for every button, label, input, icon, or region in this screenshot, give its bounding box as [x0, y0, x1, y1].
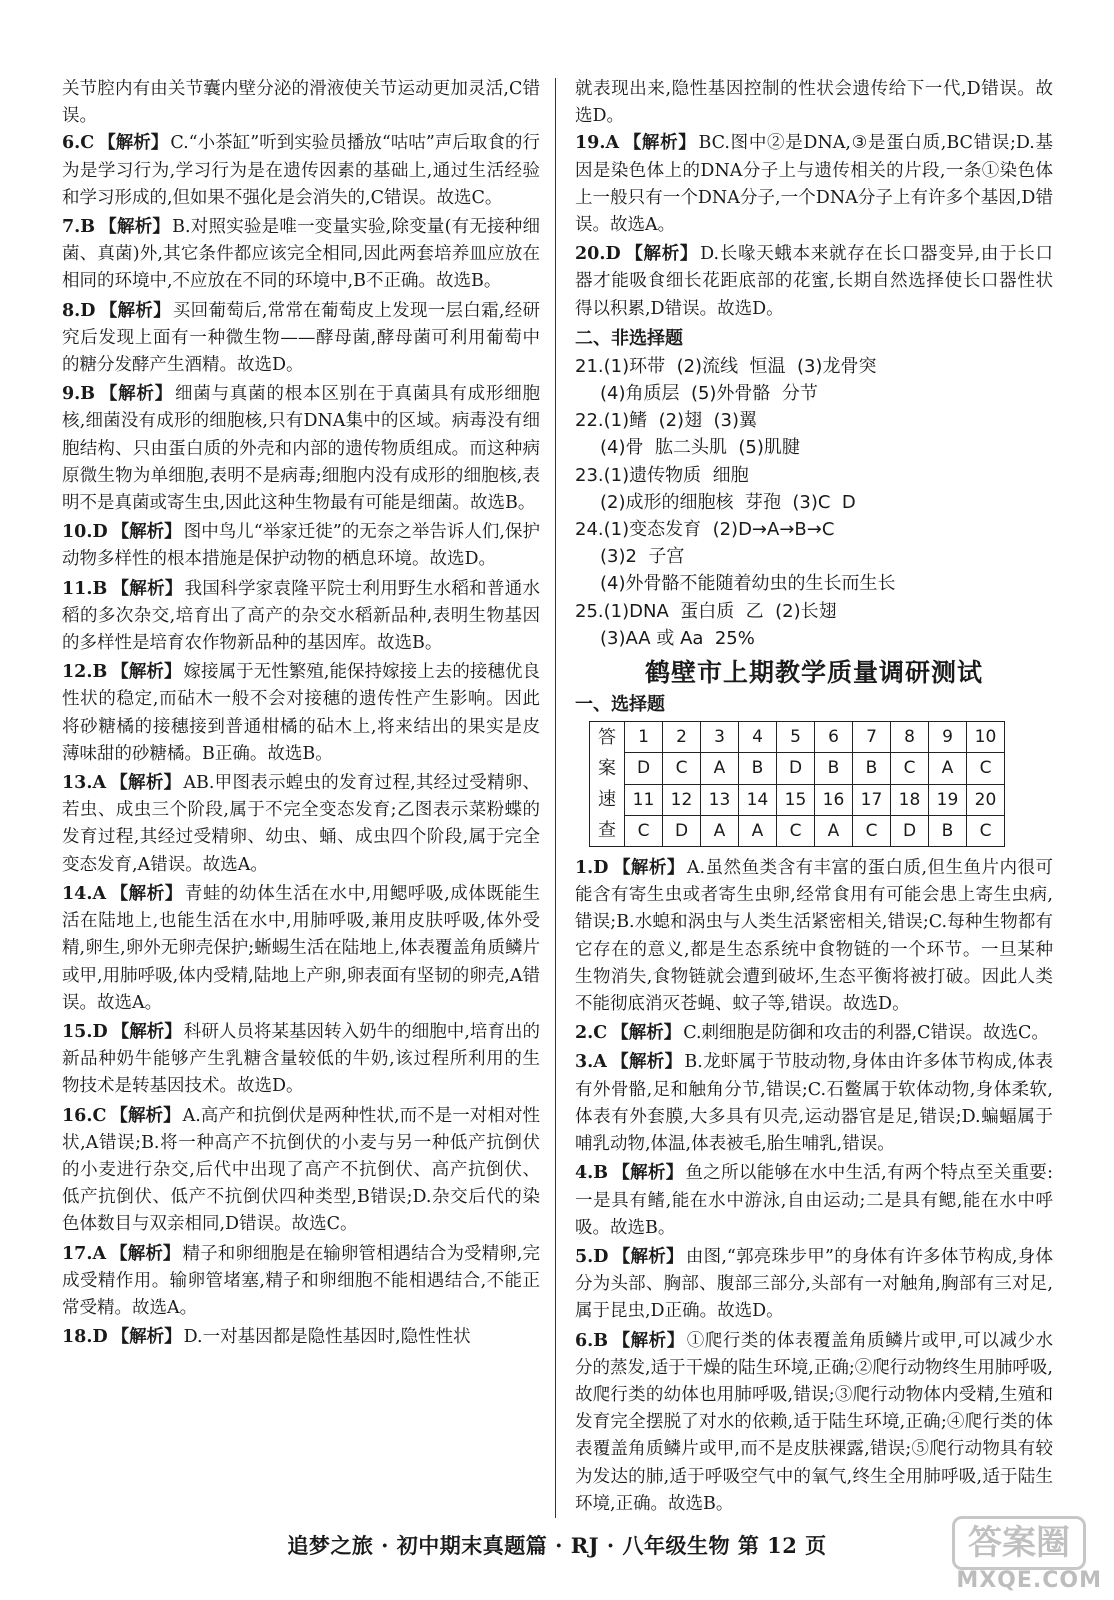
- nonchoice-answers: [575, 353, 1053, 652]
- answer-item: [575, 241, 1053, 323]
- answer-line: (3)AA 或 Aa 25%: [600, 627, 755, 649]
- quick-table-header: [590, 722, 625, 847]
- analysis-tag: 【解析】: [111, 522, 182, 543]
- answer-line: (3)2 子宫: [600, 546, 685, 568]
- analysis-tag: 【解析】: [110, 883, 183, 904]
- analysis-tag: 【解析】: [110, 1105, 181, 1126]
- answer-item: [62, 214, 540, 296]
- answer-item: [62, 130, 540, 212]
- analysis-text: 鱼之所以能够在水中生活,有两个特点至关重要:一是具有鳍,能在水中游泳,自由运动;二是具有鳃,能在水中呼吸。故选B。: [575, 1163, 1053, 1238]
- analysis-tag: 【解析】: [612, 858, 685, 879]
- answer-item: [62, 576, 540, 658]
- answer-item: [62, 881, 540, 1017]
- question-number-cell: 19: [929, 784, 967, 815]
- question-number-cell: 7: [853, 722, 891, 753]
- answer-item: [62, 1019, 540, 1101]
- answer-number: 18.D: [62, 1327, 108, 1348]
- analysis-text: A.虽然鱼类含有丰富的蛋白质,但生鱼片内很可能含有寄生虫或者寄生虫卵,经常食用有可能会患上寄生虫病,错误;B.水螅和涡虫与人类生活紧密相关,错误;C.每种生物都有它存在的意义,都是生态系统中食物链的一个环节。一旦某种生物消失,食物链就会遭到破坏,生态平衡将被打破。因此人类不能彻底消灭苍蝇、蚊子等,错误。故选D。: [575, 858, 1054, 1015]
- answer-cell: C: [777, 815, 815, 846]
- left-column: [62, 76, 540, 1353]
- right-column: [575, 76, 1053, 1520]
- answer-line: (4)外骨骼不能随着幼虫的生长而生长: [600, 573, 896, 595]
- analysis-text: D.长喙天蛾本来就存在长口器变异,由于长口器才能吸食细长花距底部的花蜜,长期自然选择使长口器性状得以积累,D错误。故选D。: [575, 244, 1054, 319]
- question-number-cell: 13: [701, 784, 739, 815]
- answer-cell: A: [701, 753, 739, 784]
- analysis-text: ①爬行类的体表覆盖角质鳞片或甲,可以减少水分的蒸发,适于干燥的陆生环境,正确;②爬行动物终生用肺呼吸,故爬行类的幼体也用肺呼吸,错误;③爬行动物体内受精,生殖和发育完全摆脱了对水的依赖,适于陆生环境,正确;④爬行类的体表覆盖角质鳞片或甲,而不是皮肤裸露,错误;⑤爬行动物具有较为发达的肺,适于呼吸空气中的氧气,终生全用肺呼吸,适于陆生环境,正确。故选B。: [575, 1330, 1054, 1514]
- analysis-tag: 【解析】: [98, 133, 169, 154]
- answer-item: [575, 1244, 1053, 1326]
- answer-item: [62, 770, 540, 879]
- analysis-tag: 【解析】: [99, 384, 174, 405]
- answer-number: 5.D: [575, 1246, 609, 1267]
- answer-cell: B: [739, 753, 777, 784]
- analysis-text: B.对照实验是唯一变量实验,除变量(有无接种细菌、真菌)外,其它条件都应该完全相同,因此两套培养皿应放在相同的环境中,不应放在不同的环境中,B不正确。故选B。: [62, 217, 541, 292]
- answer-line: 21.(1)环带 (2)流线 恒温 (3)龙骨突: [575, 355, 877, 377]
- analysis-text: 嫁接属于无性繁殖,能保持嫁接上去的接穗优良性状的稳定,而砧木一般不会对接穗的遗传性产生影响。因此将砂糖橘的接穗接到普通柑橘的砧木上,将来结出的果实是皮薄味甜的砂糖橘。B正确。故选B。: [62, 662, 541, 764]
- answer-number: 8.D: [62, 300, 96, 321]
- analysis-tag: 【解析】: [110, 773, 182, 794]
- answer-item: [575, 855, 1053, 1018]
- continuation-text: 就表现出来,隐性基因控制的性状会遗传给下一代,D错误。故选D。: [575, 79, 1053, 127]
- quick-table-row: [590, 753, 1005, 784]
- question-number-cell: 14: [739, 784, 777, 815]
- analysis-text: 科研人员将某基因转入奶牛的细胞中,培育出的新品种奶牛能够产生乳糖含量较低的牛奶,该过程所利用的生物技术是转基因技术。故选D。: [62, 1021, 541, 1097]
- analysis-tag: 【解析】: [99, 300, 171, 321]
- question-number-cell: 2: [663, 722, 701, 753]
- question-number-cell: 5: [777, 722, 815, 753]
- analysis-tag: 【解析】: [612, 1330, 685, 1351]
- answer-number: 2.C: [575, 1023, 608, 1044]
- question-number-cell: 6: [815, 722, 853, 753]
- answer-number: 9.B: [62, 384, 96, 405]
- answer-number: 6.B: [575, 1330, 609, 1351]
- answer-cell: D: [625, 753, 663, 784]
- analysis-text: 图中鸟儿“举家迁徙”的无奈之举告诉人们,保护动物多样性的根本措施是保护动物的栖息环境。故选D。: [62, 522, 540, 570]
- answer-number: 17.A: [62, 1243, 107, 1264]
- question-number-cell: 10: [967, 722, 1005, 753]
- answer-number: 1.D: [575, 858, 609, 879]
- answer-number: 13.A: [62, 773, 107, 794]
- answer-number: 3.A: [575, 1052, 607, 1073]
- analysis-tag: 【解析】: [612, 1246, 684, 1267]
- answer-item: [62, 519, 540, 573]
- answer-item: [62, 659, 540, 768]
- analysis-text: 青蛙的幼体生活在水中,用鳃呼吸,成体既能生活在陆地上,也能生活在水中,用肺呼吸,兼用皮肤呼吸,体外受精,卵生,卵外无卵壳保护;蜥蜴生活在陆地上,体表覆盖角质鳞片或甲,用肺呼吸,体内受精,陆地上产卵,卵表面有坚韧的卵壳,A错误。故选A。: [62, 883, 541, 1013]
- left-answer-list: [62, 130, 540, 1351]
- question-number-cell: 16: [815, 784, 853, 815]
- answer-line: 23.(1)遗传物质 细胞: [575, 464, 749, 486]
- answer-number: 19.A: [575, 133, 620, 154]
- analysis-text: 精子和卵细胞是在输卵管相遇结合为受精卵,完成受精作用。输卵管堵塞,精子和卵细胞不能相遇结合,不能正常受精。故选A。: [62, 1243, 541, 1318]
- answer-line: (4)骨 肱二头肌 (5)肌腱: [600, 437, 800, 459]
- analysis-tag: 【解析】: [612, 1163, 684, 1184]
- analysis-tag: 【解析】: [111, 1327, 182, 1348]
- right-answer-list: [575, 130, 1053, 322]
- answer-cell: B: [929, 815, 967, 846]
- exam-title: 鹤壁市上期教学质量调研测试: [644, 658, 983, 688]
- answer-item: [575, 1049, 1053, 1158]
- section-title-choice: 一、选择题: [575, 694, 665, 716]
- question-number-cell: 12: [663, 784, 701, 815]
- answer-number: 20.D: [575, 244, 621, 265]
- analysis-text: A.高产和抗倒伏是两种性状,而不是一对相对性状,A错误;B.将一种高产不抗倒伏的小麦与另一种低产抗倒伏的小麦进行杂交,后代中出现了高产不抗倒伏、高产抗倒伏、低产抗倒伏、低产不抗倒伏四种类型,B错误;D.杂交后代的染色体数目与双亲相同,D错误。故选C。: [62, 1105, 541, 1235]
- answer-line: (4)角质层 (5)外骨骼 分节: [600, 383, 818, 405]
- analysis-text: 我国科学家袁隆平院士利用野生水稻和普通水稻的多次杂交,培育出了高产的杂交水稻新品种,表明生物基因的多样性是培育农作物新品种的基因库。故选B。: [62, 578, 540, 654]
- analysis-text: 买回葡萄后,常常在葡萄皮上发现一层白霜,经研究后发现上面有一种微生物——酵母菌,酵母菌可利用葡萄中的糖分发酵产生酒精。故选D。: [62, 300, 541, 376]
- answer-cell: C: [663, 753, 701, 784]
- answer-line: 25.(1)DNA 蛋白质 乙 (2)长翅: [575, 600, 837, 622]
- analysis-text: 由图,“郭亮珠步甲”的身体有许多体节构成,身体分为头部、胸部、腹部三部分,头部有一对触角,胸部有三对足,属于昆虫,D正确。故选D。: [575, 1246, 1053, 1322]
- analysis-tag: 【解析】: [111, 1021, 182, 1042]
- answer-item: [62, 1324, 540, 1351]
- answer-cell: D: [891, 815, 929, 846]
- answer-item: [575, 1160, 1053, 1242]
- answer-item: [62, 381, 540, 517]
- answer-cell: C: [853, 815, 891, 846]
- question-number-cell: 4: [739, 722, 777, 753]
- answer-cell: B: [853, 753, 891, 784]
- quick-table-row: [590, 722, 1005, 753]
- analysis-text: D.一对基因都是隐性基因时,隐性性状: [183, 1327, 471, 1348]
- answer-cell: C: [625, 815, 663, 846]
- answer-item: [575, 130, 1053, 239]
- answer-cell: B: [815, 753, 853, 784]
- question-number-cell: 1: [625, 722, 663, 753]
- answer-cell: D: [777, 753, 815, 784]
- answer-cell: C: [967, 815, 1005, 846]
- analysis-text: AB.甲图表示蝗虫的发育过程,其经过受精卵、若虫、成虫三个阶段,属于不完全变态发育;乙图表示菜粉蝶的发育过程,其经过受精卵、幼虫、蛹、成虫四个阶段,属于完全变态发育,A错误。故选A。: [62, 773, 541, 875]
- choice-explanations: [575, 855, 1053, 1518]
- analysis-text: C.刺细胞是防御和攻击的利器,C错误。故选C。: [683, 1023, 1049, 1044]
- answer-item: [575, 1020, 1053, 1047]
- answer-cell: D: [663, 815, 701, 846]
- column-divider: [555, 78, 556, 1518]
- question-number-cell: 3: [701, 722, 739, 753]
- quick-table-row: [590, 815, 1005, 846]
- analysis-tag: 【解析】: [110, 1243, 181, 1264]
- answer-item: [62, 1241, 540, 1323]
- answer-item: [62, 298, 540, 380]
- analysis-text: B.龙虾属于节肢动物,身体由许多体节构成,体表有外骨骼,足和触角分节,错误;C.石鳖属于软体动物,身体柔软,体表有外套膜,大多具有贝壳,运动器官是足,错误;D.蝙蝠属于哺乳动物,体温,体表被毛,胎生哺乳,错误。: [575, 1052, 1053, 1155]
- watermark-logo: 答案圈: [952, 1516, 1086, 1570]
- analysis-tag: 【解析】: [99, 217, 171, 238]
- analysis-tag: 【解析】: [624, 244, 699, 265]
- answer-number: 14.A: [62, 883, 107, 904]
- question-number-cell: 9: [929, 722, 967, 753]
- answer-number: 11.B: [62, 578, 108, 599]
- question-number-cell: 17: [853, 784, 891, 815]
- answer-item: [575, 1328, 1053, 1518]
- answer-cell: A: [739, 815, 777, 846]
- question-number-cell: 11: [625, 784, 663, 815]
- header-char: 答: [598, 727, 616, 749]
- answer-number: 12.B: [62, 662, 108, 683]
- answer-cell: A: [701, 815, 739, 846]
- answer-number: 7.B: [62, 217, 96, 238]
- analysis-text: C.“小茶缸”听到实验员播放“咕咕”声后取食的行为是学习行为,学习行为是在遗传因素的基础上,通过生活经验和学习形成的,但如果不强化是会消失的,C错误。故选C。: [62, 133, 541, 208]
- answer-cell: A: [929, 753, 967, 784]
- analysis-tag: 【解析】: [623, 133, 697, 154]
- watermark-url: MXQE.COM: [956, 1568, 1102, 1593]
- page-footer: 追梦之旅 · 初中期末真题篇 · RJ · 八年级生物 第 12 页: [287, 1533, 827, 1558]
- continuation-text: 关节腔内有由关节囊内壁分泌的滑液使关节运动更加灵活,C错误。: [62, 79, 540, 127]
- answer-number: 16.C: [62, 1105, 107, 1126]
- answer-quick-table: [589, 721, 1005, 847]
- answer-number: 6.C: [62, 133, 95, 154]
- answer-item: [62, 1103, 540, 1239]
- analysis-text: 细菌与真菌的根本区别在于真菌具有成形细胞核,细菌没有成形的细胞核,只有DNA集中的区域。病毒没有细胞结构、只由蛋白质的外壳和内部的遗传物质组成。而这种病原微生物为单细胞,表明不是病毒;细胞内没有成形的细胞核,表明不是真菌或寄生虫,因此这种生物最有可能是细菌。故选B。: [62, 384, 541, 514]
- answer-cell: C: [967, 753, 1005, 784]
- answer-number: 4.B: [575, 1163, 609, 1184]
- analysis-tag: 【解析】: [610, 1052, 683, 1073]
- header-char: 案: [598, 758, 616, 780]
- analysis-tag: 【解析】: [111, 578, 183, 599]
- question-number-cell: 20: [967, 784, 1005, 815]
- analysis-text: BC.图中②是DNA,③是蛋白质,BC错误;D.基因是染色体上的DNA分子上与遗传相关的片段,一条①染色体上一般只有一个DNA分子,一个DNA分子上有许多个基因,D错误。故选A。: [575, 133, 1054, 236]
- section-title-nonchoice: 二、非选择题: [575, 327, 683, 349]
- question-number-cell: 18: [891, 784, 929, 815]
- analysis-tag: 【解析】: [111, 662, 182, 683]
- answer-line: 24.(1)变态发育 (2)D→A→B→C: [575, 519, 835, 541]
- header-char: 查: [598, 820, 616, 842]
- answer-cell: A: [815, 815, 853, 846]
- watermark: [936, 1516, 1106, 1594]
- quick-table-row: [590, 784, 1005, 815]
- question-number-cell: 15: [777, 784, 815, 815]
- answer-cell: C: [891, 753, 929, 784]
- answer-line: (2)成形的细胞核 芽孢 (3)C D: [600, 491, 856, 513]
- answer-number: 10.D: [62, 522, 108, 543]
- question-number-cell: 8: [891, 722, 929, 753]
- header-char: 速: [598, 789, 616, 811]
- answer-number: 15.D: [62, 1021, 108, 1042]
- analysis-tag: 【解析】: [611, 1023, 682, 1044]
- answer-line: 22.(1)鳍 (2)翅 (3)翼: [575, 410, 758, 432]
